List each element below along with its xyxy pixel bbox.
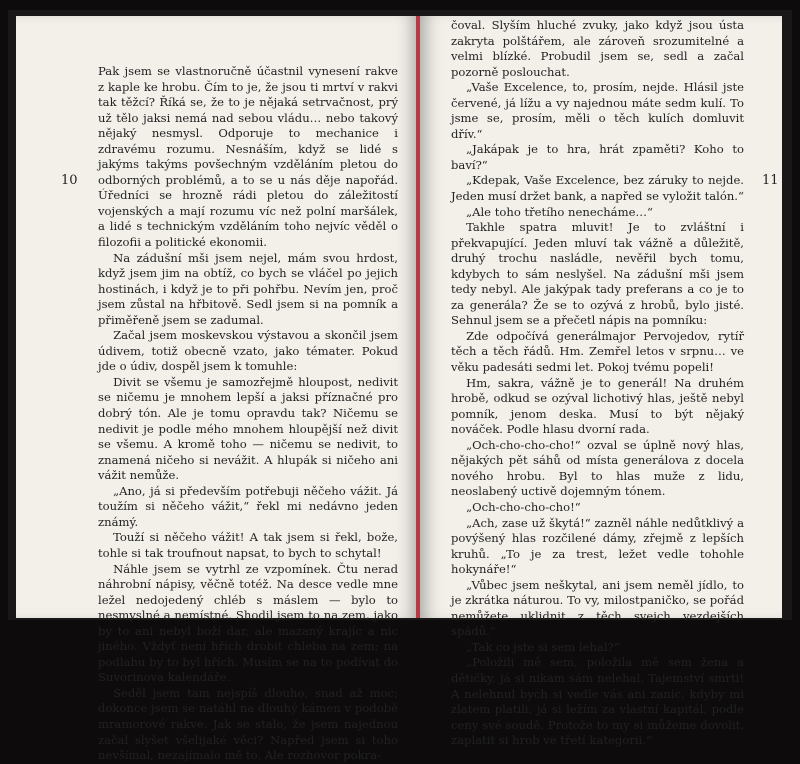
paragraph: čoval. Slyším hluché zvuky, jako když jsou ústa zakryta polštářem, ale zároveň srozumitelné a velmi blízké. Probudil jsem se, sedl a začal pozorně poslouchat. [451,18,744,79]
paragraph: Náhle jsem se vytrhl ze vzpomínek. Čtu nerad náhrobní nápisy, věčně totéž. Na desce vedle mne ležel nedojedený chléb s máslem — bylo to nesmyslné a nemístné. Shodil jsem to na zem, jako by to ani nebyl boží dar, ale mazaný krajíc a nic jiného. Vždyť není hřích drobit chleba na zem; na podlahu by to byl hřích. Musím se na to podívat do Suvorinova kalendáře. [98,561,398,685]
paragraph: „Tak co jste si sem lehal?“ [466,639,620,654]
paragraph: „Ale toho třetího nenecháme…“ [466,204,653,219]
paragraph: Divit se všemu je samozřejmě hloupost, nedivit se ničemu je mnohem lepší a jaksi příznačné pro dobrý tón. Ale je tomu opravdu tak? Ničemu se nedivit je podle mého mnohem hloupější než divit se všemu. A kromě toho — ničemu se nedivit, to znamená ničeho si nevážit. A hlupák si ničeho ani vážit nemůže. [98,374,398,483]
book-spread [8,10,792,763]
page-text [98,64,398,764]
page-number: 10 [61,173,78,188]
page-text [451,18,744,749]
paragraph: Zde odpočívá generálmajor Pervojedov, rytíř těch a těch řádů. Hm. Zemřel letos v srpnu… ve věku padesáti sedmi let. Pokoj tvému popeli! [451,328,744,375]
paragraph: „Och-cho-cho-cho!“ [466,499,581,514]
paragraph: Hm, sakra, vážně je to generál! Na druhém hrobě, odkud se ozýval lichotivý hlas, ještě nebyl pomník, jenom deska. Musí to být nějaký nováček. Podle hlasu dvorní rada. [451,375,744,437]
paragraph: Pak jsem se vlastnoručně účastnil vynesení rakve z kaple ke hrobu. Čím to je, že jsou ti mrtví v rakvi tak těžcí? Říká se, že to je nějaká setrvačnost, prý už tělo jaksi nemá nad sebou vládu… nebo takový nějaký nesmysl. Odporuje to mechanice i zdravému rozumu. Nesnáším, když se lidé s jakýms takýms povšechným vzděláním pletou do odborných problémů, a to se u nás děje napořád. Úředníci se hrozně rádi pletou do záležitostí vojenských a mají rozumu víc než polní maršálek, a lidé s technickým vzděláním toho nejvíc věděl o filozofii a politické ekonomii. [98,64,398,250]
paragraph: „Vůbec jsem neškytal, ani jsem neměl jídlo, to je zkrátka náturou. To vy, milostpaničko, se pořád nemůžete uklidnit z těch svejch vezdejších spádů.“ [451,577,744,639]
paragraph: Začal jsem moskevskou výstavou a skončil jsem údivem, totiž obecně vzato, jako témater. Pokud jde o údiv, dospěl jsem k tomuhle: [98,328,398,374]
paragraph: „Ano, já si především potřebuji něčeho vážit. Já toužím si něčeho vážit,“ řekl mi nedávno jeden známý. [98,483,398,529]
paragraph: Na zádušní mši jsem nejel, mám svou hrdost, když jsem jim na obtíž, co bych se vláčel po jejich hostinách, i když je to při pohřbu. Nevím jen, proč jsem zůstal na hřbitově. Sedl jsem si na pomník a přiměřeně jsem se zadumal. [98,250,398,327]
paragraph: Seděl jsem tam nejspíš dlouho, snad až moc; dokonce jsem se natáhl na dlouhý kámen v podobě mramorové rakve. Jak se stalo, že jsem najednou začal slyšet všelijaké věci? Napřed jsem si toho nevšímal, nezajímalo mě to. Ale rozhovor pokra- [98,685,398,763]
right-page [420,16,782,748]
paragraph: „Vaše Excelence, to, prosím, nejde. Hlásil jste červené, já lížu a vy najednou máte sedm kulí. To jsme se, prosím, měli o těch kulích domluvit dřív.“ [451,80,744,141]
page-number: 11 [762,173,779,188]
paragraph: „Jakápak je to hra, hrát zpaměti? Koho to baví?“ [451,142,744,172]
paragraph: „Och-cho-cho-cho!“ ozval se úplně nový hlas, nějakých pět sáhů od místa generálova z docela nového hrobu. Byl to hlas muže z lidu, neoslabený uctivě dojemným tónem. [451,437,744,499]
paragraph: Touží si něčeho vážit! A tak jsem si řekl, bože, tohle si tak troufnout napsat, to bych to schytal! [98,530,398,560]
paragraph: „Položili mě sem, položila mě sem žena a dětičky, já si nikam sám nelehal. Tajemství smrti! A nelehnul bych si vedle vás ani zanic, kdyby mi zlatem platili, já si ležím za vlastní kapitál, podle ceny své soudě. Protože to my si můžeme dovolit, zaplatit si hrob ve třetí kategorii.“ [451,655,744,748]
paragraph: Takhle spatra mluvit! Je to zvláštní i překvapující. Jeden mluví tak vážně a důležitě, druhý trochu nasládle, nevěřil bych tomu, kdybych to sám neslyšel. Na zádušní mši jsem tedy nebyl. Ale jakýpak tady preferans a co je to za generála? Že se to ozývá z hrobů, bylo jisté. Sehnul jsem se a přečetl nápis na pomníku: [451,220,744,328]
paragraph: „Kdepak, Vaše Excelence, bez záruky to nejde. Jeden musí držet bank, a napřed se vyložit talón.“ [451,173,744,204]
paragraph: „Ach, zase už škytá!“ zazněl náhle nedůtklivý a povýšený hlas rozčilené dámy, zřejmě z lepších kruhů. „To je za trest, ležet vedle tohohle hokynáře!“ [451,515,744,577]
left-page [16,16,418,763]
